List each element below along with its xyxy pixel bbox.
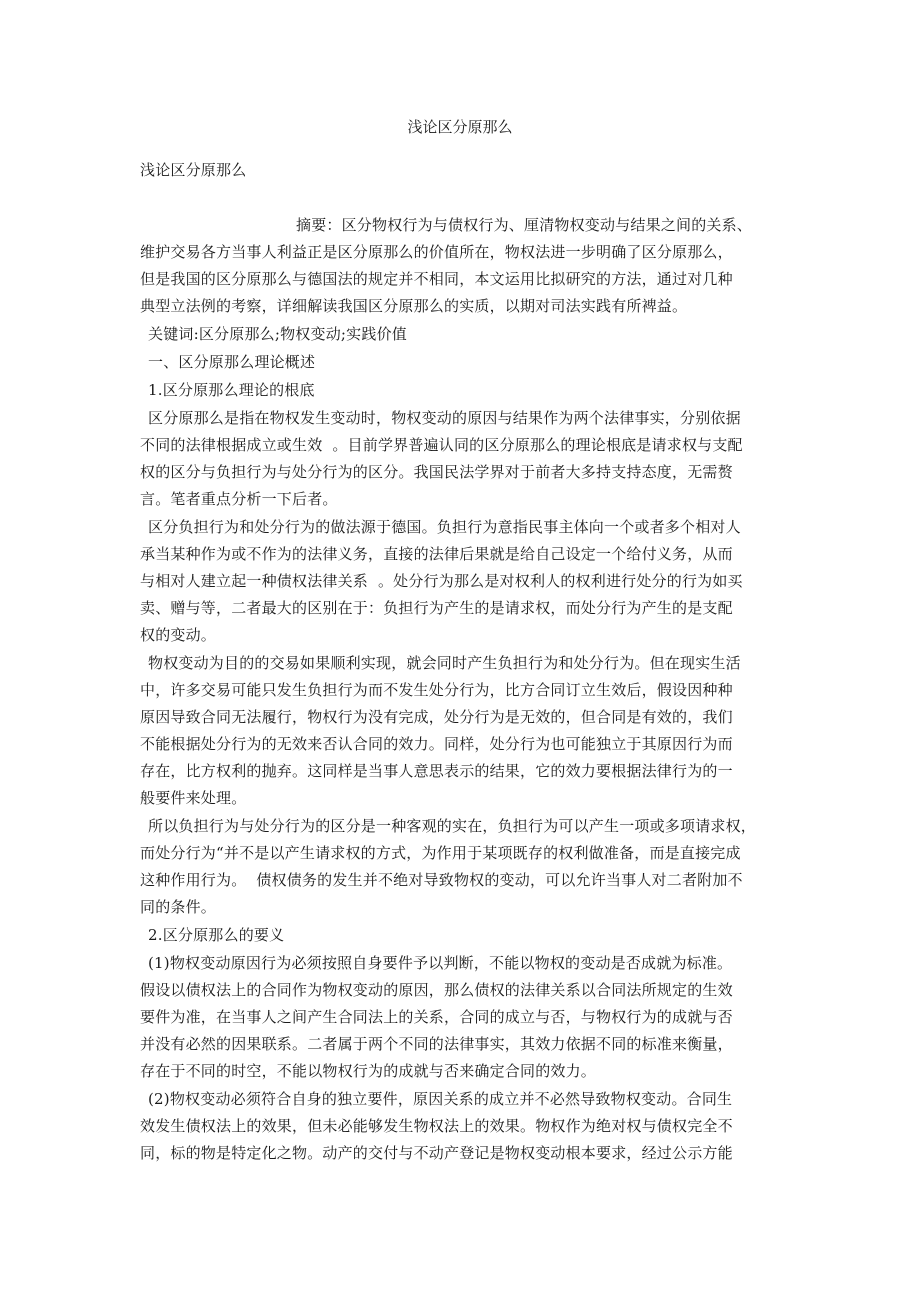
paragraph-line: (1)物权变动原因行为必须按照自身要件予以判断，不能以物权的变动是否成就为标准。 [148, 954, 733, 972]
document-title: 浅论区分原那么 [407, 118, 513, 136]
paragraph-line: (2)物权变动必须符合自身的独立要件，原因关系的成立并不必然导致物权变动。合同生 [148, 1090, 733, 1108]
paragraph-line: 存在于不同的时空，不能以物权行为的成就与否来确定合同的效力。 [140, 1062, 597, 1080]
document-subtitle: 浅论区分原那么 [140, 161, 247, 179]
paragraph-line: 效发生债权法上的效果，但未必能够发生物权法上的效果。物权作为绝对权与债权完全不 [140, 1117, 733, 1135]
paragraph-line: 卖、赠与等，二者最大的区别在于：负担行为产生的是请求权，而处分行为产生的是支配 [140, 599, 733, 617]
paragraph-line: 权的区分与负担行为与处分行为的区分。我国民法学界对于前者大多持支持态度，无需赘 [140, 463, 733, 481]
paragraph-line: 这种作用行为。 债权债务的发生并不绝对导致物权的变动，可以允许当事人对二者附加不 [140, 871, 743, 889]
paragraph-line: 而处分行为“并不是以产生请求权的方式，为作用于某项既存的权利做准备，而是直接完成 [140, 844, 741, 862]
paragraph-line: 区分负担行为和处分行为的做法源于德国。负担行为意指民事主体向一个或者多个相对人 [148, 518, 741, 536]
paragraph-line: 假设以债权法上的合同作为物权变动的原因，那么债权的法律关系以合同法所规定的生效 [140, 981, 733, 999]
paragraph-line: 原因导致合同无法履行，物权行为没有完成，处分行为是无效的，但合同是有效的，我们 [140, 708, 733, 726]
paragraph-line: 中，许多交易可能只发生负担行为而不发生处分行为，比方合同订立生效后，假设因种种 [140, 681, 733, 699]
paragraph-line: 存在，比方权利的抛弃。这同样是当事人意思表示的结果，它的效力要根据法律行为的一 [140, 762, 733, 780]
abstract-line: 维护交易各方当事人利益正是区分原那么的价值所在，物权法进一步明确了区分原那么， [140, 243, 733, 261]
section-heading: 一、区分原那么理论概述 [148, 353, 316, 371]
paragraph-line: 般要件来处理。 [140, 789, 247, 807]
paragraph-line: 承当某种作为或不作为的法律义务，直接的法律后果就是给自己设定一个给付义务，从而 [140, 545, 733, 563]
subsection-heading: 2.区分原那么的要义 [148, 926, 285, 944]
abstract-line: 摘要：区分物权行为与债权行为、厘清物权变动与结果之间的关系、 [296, 216, 753, 234]
paragraph-line: 所以负担行为与处分行为的区分是一种客观的实在，负担行为可以产生一项或多项请求权， [148, 817, 757, 835]
paragraph-line: 物权变动为目的的交易如果顺利实现，就会同时产生负担行为和处分行为。但在现实生活 [148, 654, 741, 672]
abstract-line: 但是我国的区分原那么与德国法的规定并不相同，本文运用比拟研究的方法，通过对几种 [140, 270, 733, 288]
abstract-line: 典型立法例的考察，详细解读我国区分原那么的实质，以期对司法实践有所裨益。 [140, 297, 688, 315]
paragraph-line: 并没有必然的因果联系。二者属于两个不同的法律事实，其效力依据不同的标准来衡量， [140, 1035, 733, 1053]
paragraph-line: 言。笔者重点分析一下后者。 [140, 490, 338, 508]
paragraph-line: 同，标的物是特定化之物。动产的交付与不动产登记是物权变动根本要求，经过公示方能 [140, 1144, 733, 1162]
paragraph-line: 不能根据处分行为的无效来否认合同的效力。同样，处分行为也可能独立于其原因行为而 [140, 735, 733, 753]
paragraph-line: 与相对人建立起一种债权法律关系 。处分行为那么是对权利人的权利进行处分的行为如买 [140, 572, 743, 590]
paragraph-line: 权的变动。 [140, 626, 217, 644]
subsection-heading: 1.区分原那么理论的根底 [148, 381, 315, 399]
paragraph-line: 要件为准，在当事人之间产生合同法上的关系，合同的成立与否，与物权行为的成就与否 [140, 1008, 733, 1026]
paragraph-line: 不同的法律根据成立或生效 。目前学界普遍认同的区分原那么的理论根底是请求权与支配 [140, 436, 743, 454]
keywords-line: 关键词:区分原那么;物权变动;实践价值 [148, 325, 407, 343]
paragraph-line: 区分原那么是指在物权发生变动时，物权变动的原因与结果作为两个法律事实，分别依据 [148, 409, 741, 427]
paragraph-line: 同的条件。 [140, 898, 217, 916]
